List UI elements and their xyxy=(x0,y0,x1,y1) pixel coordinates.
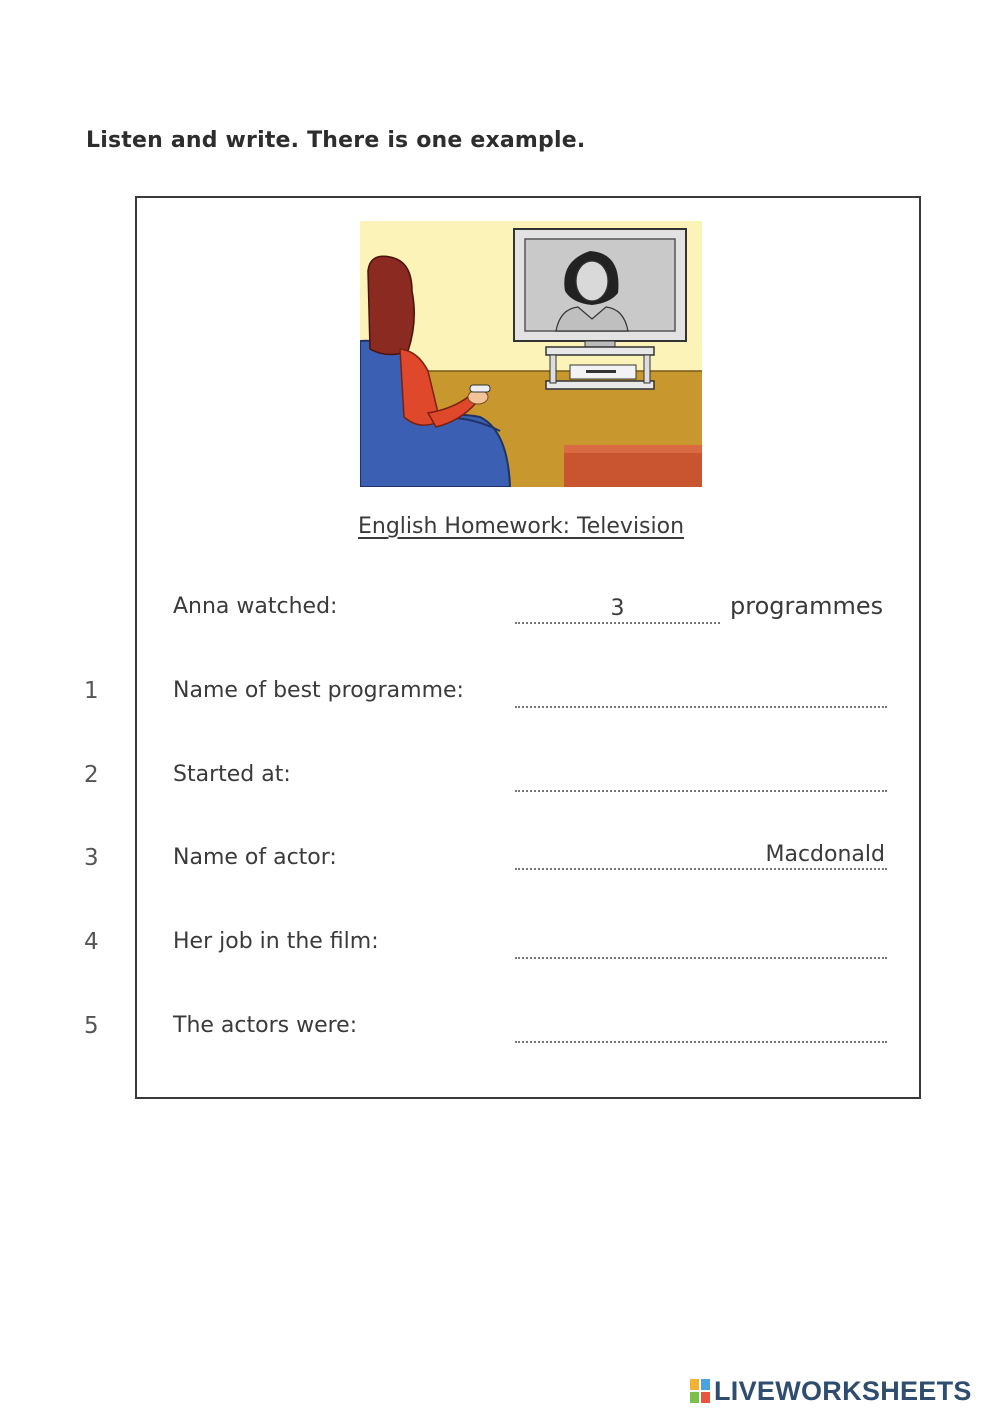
question-label: Started at: xyxy=(173,762,291,787)
question-number: 5 xyxy=(84,1013,99,1039)
remote-control xyxy=(470,385,490,392)
homework-title: English Homework: Television xyxy=(358,514,685,539)
question-label: The actors were: xyxy=(173,1013,358,1038)
question-label: Her job in the film: xyxy=(173,929,379,954)
tv-watching-illustration xyxy=(360,221,702,487)
example-suffix: programmes xyxy=(730,592,884,620)
question-label: Name of best programme: xyxy=(173,678,464,703)
liveworksheets-brand xyxy=(690,1375,972,1407)
tv-stand-top xyxy=(546,347,654,355)
example-answer-field[interactable] xyxy=(515,594,720,624)
question-label: Name of actor: xyxy=(173,845,337,870)
answer-field-2[interactable] xyxy=(515,762,887,792)
brand-name: LIVEWORKSHEETS xyxy=(714,1375,972,1406)
question-number: 1 xyxy=(84,678,99,704)
instruction-text: Listen and write. There is one example. xyxy=(86,128,586,153)
question-number: 4 xyxy=(84,929,99,955)
presenter-face xyxy=(576,261,608,301)
answer-field-3[interactable] xyxy=(515,840,887,870)
liveworksheets-logo-icon xyxy=(690,1379,710,1403)
answer-field-5[interactable] xyxy=(515,1013,887,1043)
person-hair xyxy=(368,256,414,354)
question-number: 2 xyxy=(84,762,99,788)
answer-field-1[interactable] xyxy=(515,678,887,708)
question-number: 3 xyxy=(84,845,99,871)
answer-field-4[interactable] xyxy=(515,929,887,959)
example-label: Anna watched: xyxy=(173,594,338,619)
